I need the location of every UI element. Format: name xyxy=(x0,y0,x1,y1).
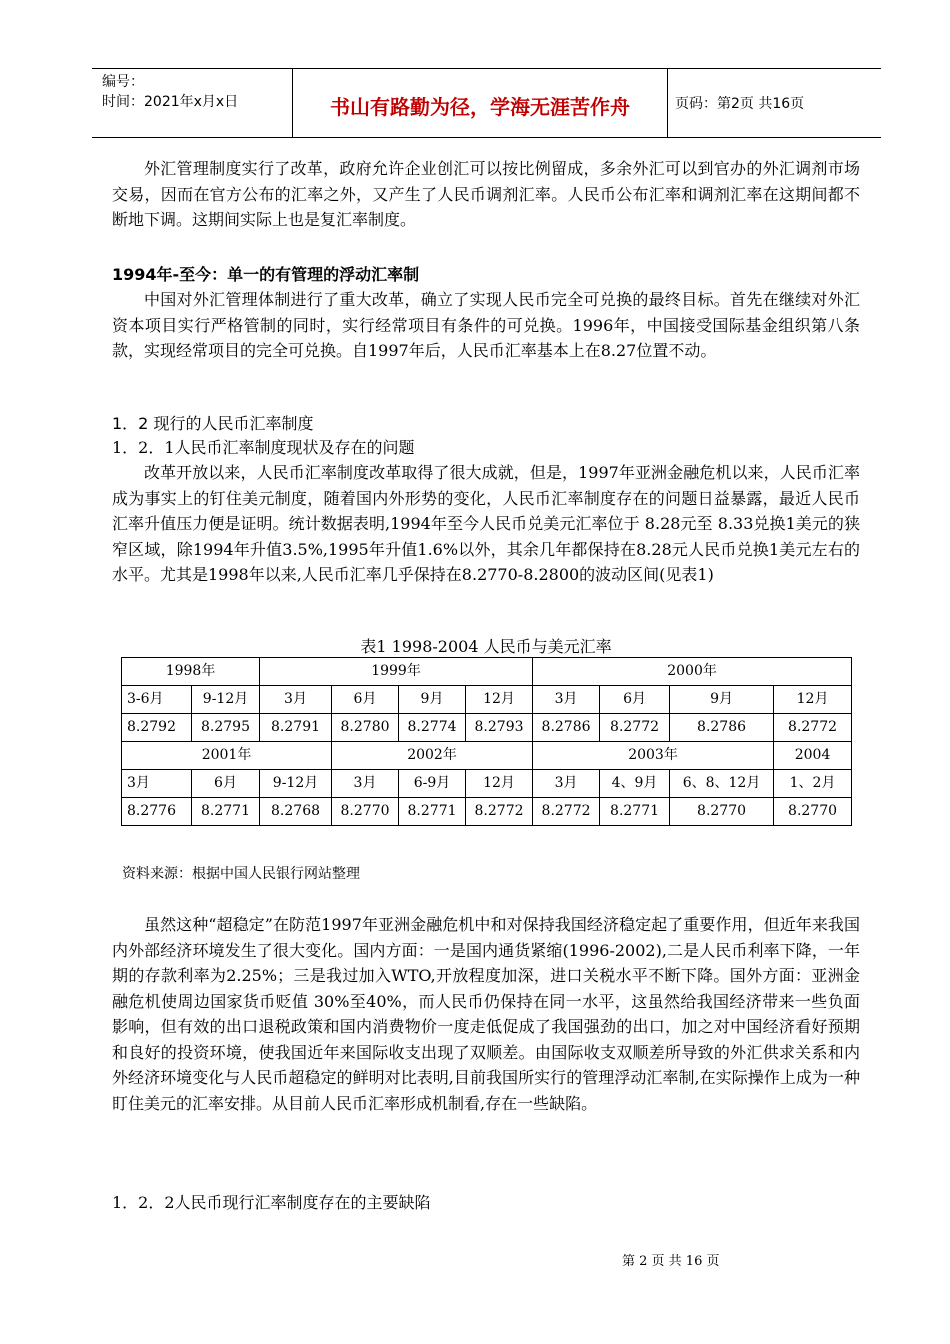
table-caption: 表1 1998-2004 人民币与美元汇率 xyxy=(360,637,612,656)
table-rate-cell: 8.2774 xyxy=(399,714,466,742)
table-month-cell: 6-9月 xyxy=(399,770,466,798)
table-year-cell: 2000年 xyxy=(533,658,852,686)
paragraph-1994-reform: 中国对外汇管理体制进行了重大改革，确立了实现人民币完全可兑换的最终目标。首先在继续对外汇资本项目实行严格管制的同时，实行经常项目有条件的可兑换。1996年，中国接受国际基金组织第八条款，实现经常项目的完全可兑换。自1997年后，人民币汇率基本上在8.27位置不动。 xyxy=(112,290,860,360)
header-meta xyxy=(92,69,292,137)
table-rate-cell: 8.2780 xyxy=(332,714,399,742)
table-month-cell: 6、8、12月 xyxy=(670,770,774,798)
table-year-cell: 2002年 xyxy=(332,742,533,770)
table-month-cell: 3月 xyxy=(533,686,600,714)
table-rate-cell: 8.2792 xyxy=(122,714,192,742)
table-rate-cell: 8.2771 xyxy=(399,798,466,826)
table-month-cell: 3月 xyxy=(332,770,399,798)
table-row-rates-b xyxy=(122,798,852,826)
table-month-cell: 9-12月 xyxy=(260,770,332,798)
table-source-note: 资料来源：根据中国人民银行网站整理 xyxy=(122,866,360,882)
table-month-cell: 12月 xyxy=(466,686,533,714)
table-rate-cell: 8.2772 xyxy=(466,798,533,826)
table-rate-cell: 8.2772 xyxy=(774,714,852,742)
section-heading-1994: 1994年-至今：单一的有管理的浮动汇率制 xyxy=(112,265,420,284)
table-rate-cell: 8.2776 xyxy=(122,798,192,826)
header-slogan-cell xyxy=(292,69,668,137)
table-year-cell: 2001年 xyxy=(122,742,332,770)
table-rate-cell: 8.2771 xyxy=(192,798,260,826)
table-rate-cell: 8.2795 xyxy=(192,714,260,742)
footer-page-info: 第 2 页 共 16 页 xyxy=(622,1254,720,1269)
table-month-cell: 6月 xyxy=(332,686,399,714)
table-month-cell: 6月 xyxy=(192,770,260,798)
table-month-cell: 3月 xyxy=(260,686,332,714)
table-rate-cell: 8.2791 xyxy=(260,714,332,742)
table-year-cell: 2004 xyxy=(774,742,852,770)
table-month-cell: 3月 xyxy=(122,770,192,798)
paragraph-super-stability: 虽然这种“超稳定”在防范1997年亚洲金融危机中和对保持我国经济稳定起了重要作用，但近年来我国内外部经济环境发生了很大变化。国内方面：一是国内通货紧缩(1996-2002),二是人民币利率下降，一年期的存款利率为2.25%；三是我过加入WTO,开放程度加深，进口关税水平不断下降。国外方面：亚洲金融危机使周边国家货币贬值 30%至40%，而人民币仍保持在同一水平，这虽然给我国经济带来一些负面影响，但有效的出口退税政策和国内消费物价一度走低促成了我国强劲的出口，加之对中国经济看好预期和良好的投资环境，使我国近年来国际收支出现了双顺差。由国际收支双顺差所导致的外汇供求关系和内外经济环境变化与人民币超稳定的鲜明对比表明,目前我国所实行的管理浮动汇率制,在实际操作上成为一种盯住美元的汇率安排。从目前人民币汇率形成机制看,存在一些缺陷。 xyxy=(112,915,860,1113)
header-page-label: 页码：第2页 共16页 xyxy=(675,96,805,112)
paragraph-current-status: 改革开放以来，人民币汇率制度改革取得了很大成就，但是，1997年亚洲金融危机以来，人民币汇率成为事实上的钉住美元制度，随着国内外形势的变化，人民币汇率制度存在的问题日益暴露，最近人民币汇率升值压力便是证明。统计数据表明,1994年至今人民币兑美元汇率位于 8.28元至 8.33兑换1美元的狭窄区域，除1994年升值3.5%,1995年升值1.6%以外，其余几年都保持在8.28元人民币兑换1美元左右的水平。尤其是1998年以来,人民币汇率几乎保持在8.2770-8.2800的波动区间(见表1) xyxy=(112,463,860,584)
table-rate-cell: 8.2786 xyxy=(670,714,774,742)
exchange-rate-table xyxy=(121,657,852,826)
table-month-cell: 12月 xyxy=(774,686,852,714)
section-heading-1-2: 1．2 现行的人民币汇率制度 xyxy=(112,414,314,433)
table-rate-cell: 8.2772 xyxy=(600,714,670,742)
table-row-years-a xyxy=(122,658,852,686)
table-rate-cell: 8.2770 xyxy=(774,798,852,826)
section-heading-1-2-2: 1．2．2人民币现行汇率制度存在的主要缺陷 xyxy=(112,1193,431,1212)
table-rate-cell: 8.2768 xyxy=(260,798,332,826)
table-row-years-b xyxy=(122,742,852,770)
table-rate-cell: 8.2770 xyxy=(332,798,399,826)
header-page-cell xyxy=(667,69,881,137)
table-month-cell: 4、9月 xyxy=(600,770,670,798)
table-month-cell: 1、2月 xyxy=(774,770,852,798)
table-rate-cell: 8.2793 xyxy=(466,714,533,742)
document-number-label: 编号： xyxy=(102,74,144,90)
table-rate-cell: 8.2771 xyxy=(600,798,670,826)
table-rate-cell: 8.2772 xyxy=(533,798,600,826)
table-row-months-b xyxy=(122,770,852,798)
section-heading-1-2-1: 1．2．1人民币汇率制度现状及存在的问题 xyxy=(112,438,415,457)
table-rate-cell: 8.2770 xyxy=(670,798,774,826)
paragraph-exchange-reform: 外汇管理制度实行了改革，政府允许企业创汇可以按比例留成，多余外汇可以到官办的外汇调剂市场交易，因而在官方公布的汇率之外，又产生了人民币调剂汇率。人民币公布汇率和调剂汇率在这期间都不断地下调。这期间实际上也是复汇率制度。 xyxy=(112,159,860,229)
table-month-cell: 6月 xyxy=(600,686,670,714)
table-rate-cell: 8.2786 xyxy=(533,714,600,742)
table-year-cell: 2003年 xyxy=(533,742,774,770)
table-month-cell: 3月 xyxy=(533,770,600,798)
table-month-cell: 9-12月 xyxy=(192,686,260,714)
document-header xyxy=(92,68,881,138)
table-month-cell: 9月 xyxy=(399,686,466,714)
document-time-label: 时间：2021年x月x日 xyxy=(102,94,239,110)
table-row-rates-a xyxy=(122,714,852,742)
table-month-cell: 9月 xyxy=(670,686,774,714)
table-month-cell: 3-6月 xyxy=(122,686,192,714)
table-year-cell: 1999年 xyxy=(260,658,533,686)
table-year-cell: 1998年 xyxy=(122,658,260,686)
table-month-cell: 12月 xyxy=(466,770,533,798)
table-row-months-a xyxy=(122,686,852,714)
header-slogan: 书山有路勤为径，学海无涯苦作舟 xyxy=(330,95,630,119)
